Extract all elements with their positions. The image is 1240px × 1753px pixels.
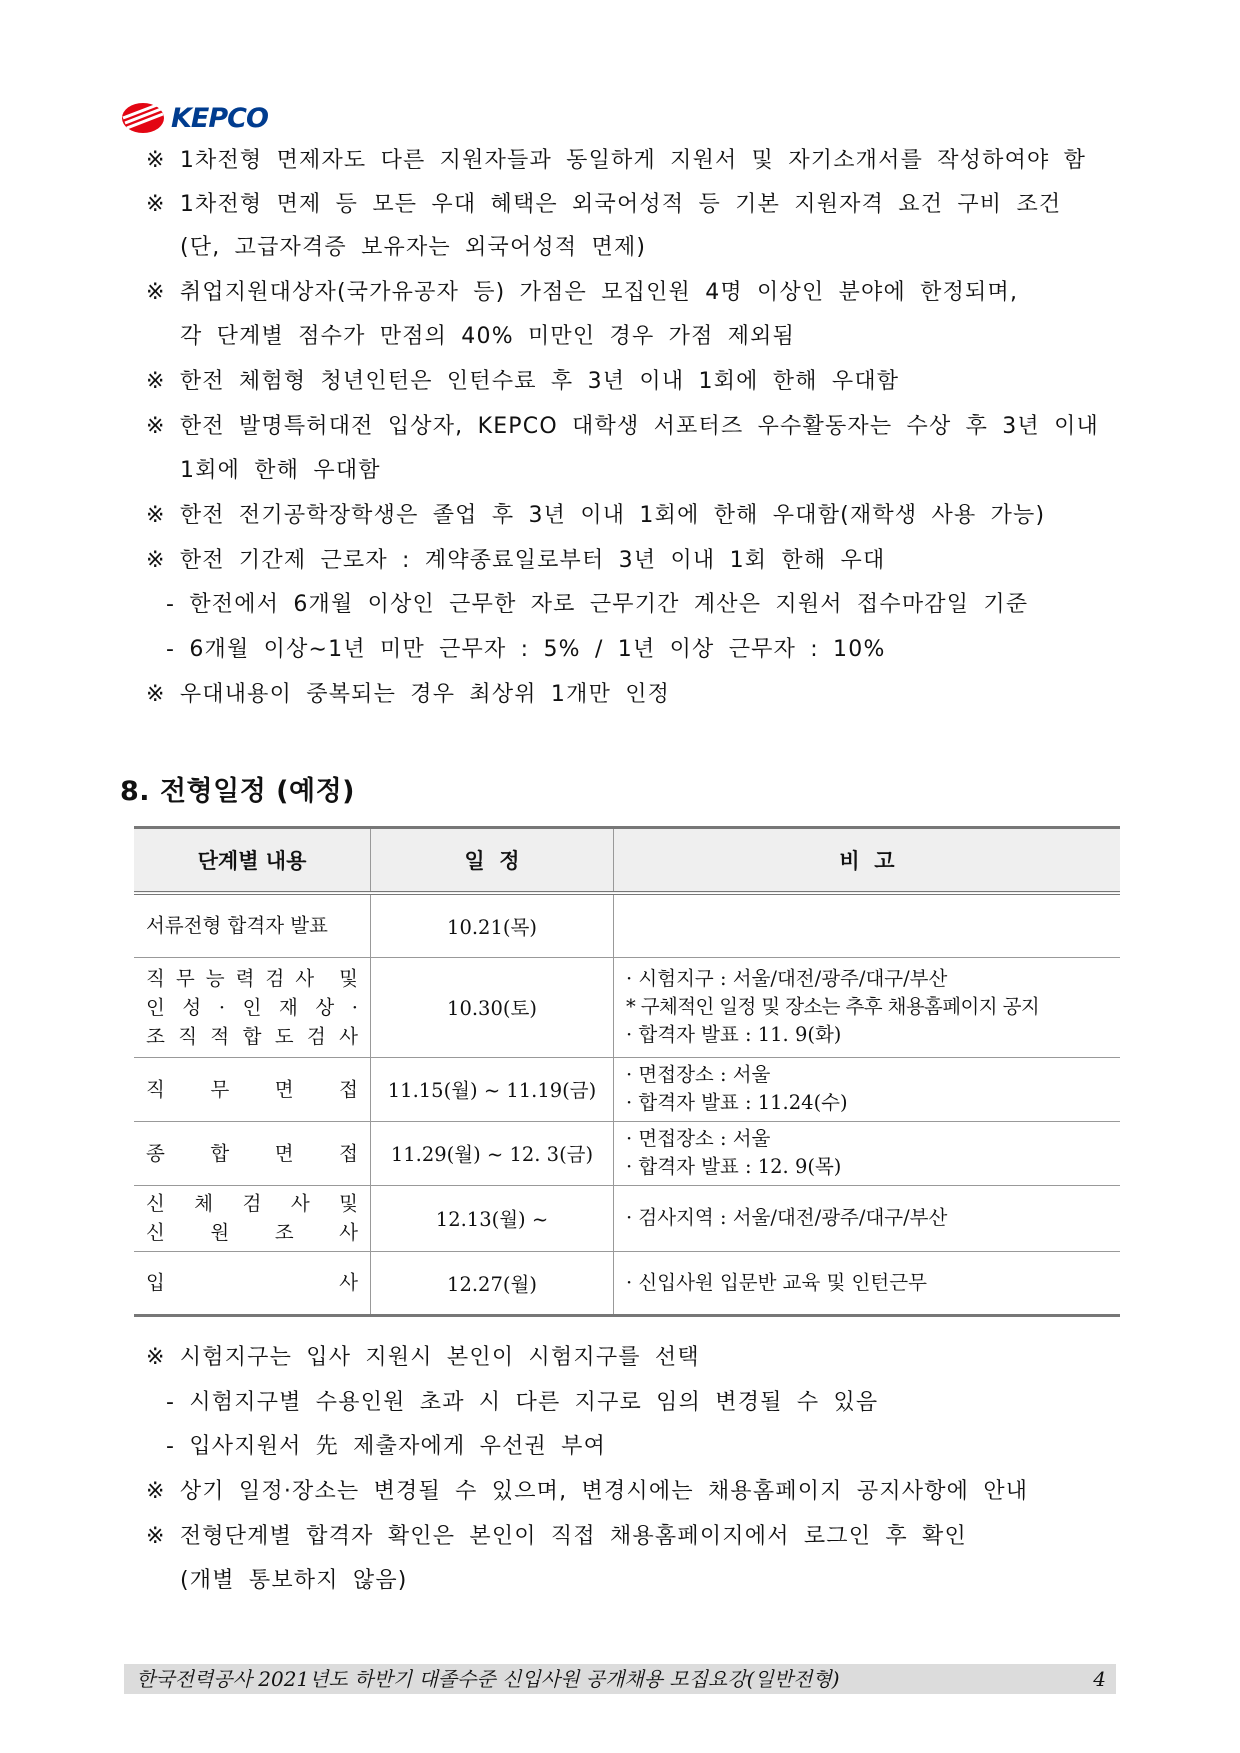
note-cell	[614, 893, 1121, 957]
stage-cell	[134, 957, 371, 1057]
note-line: 1회에 한해 우대함	[180, 458, 381, 483]
stage-text: 인 성 · 인 재 상 ·	[146, 995, 358, 1019]
note-line: - 입사지원서 先 제출자에게 우선권 부여	[166, 1434, 607, 1459]
table-row	[134, 1121, 1120, 1185]
note-cell	[614, 957, 1121, 1057]
stage-text: 신 원 조 사	[146, 1221, 358, 1244]
note-text: * 구체적인 일정 및 장소는 추후 채용홈페이지 공지	[626, 995, 1040, 1018]
note-line: ※ 취업지원대상자(국가유공자 등) 가점은 모집인원 4명 이상인 분야에 한정되며,	[146, 280, 1019, 305]
footer-text: 한국전력공사 2021년도 하반기 대졸수준 신입사원 공개채용 모집요강(일반전형)	[136, 1667, 840, 1691]
kepco-emblem-icon	[121, 101, 167, 135]
stage-cell	[134, 1057, 371, 1121]
note-line: ※ 전형단계별 합격자 확인은 본인이 직접 채용홈페이지에서 로그인 후 확인	[146, 1524, 967, 1549]
table-row	[134, 957, 1120, 1057]
note-line: - 6개월 이상∼1년 미만 근무자 : 5% / 1년 이상 근무자 : 10%	[166, 637, 886, 662]
note-line: ※ 한전 기간제 근로자 : 계약종료일로부터 3년 이내 1회 한해 우대	[146, 548, 886, 573]
table-row	[134, 1185, 1120, 1251]
stage-cell	[134, 1121, 371, 1185]
note-line: ※ 1차전형 면제자도 다른 지원자들과 동일하게 지원서 및 자기소개서를 작성하여야 함	[146, 148, 1087, 173]
note-line: ※ 한전 발명특허대전 입상자, KEPCO 대학생 서포터즈 우수활동자는 수상 후 3년 이내	[146, 414, 1099, 439]
logo-text: KEPCO	[171, 102, 268, 134]
stage-text: 직 무 능 력 검 사 및	[146, 966, 358, 990]
note-text: · 합격자 발표 : 12. 9(목)	[626, 1155, 842, 1178]
schedule-table	[134, 826, 1120, 1317]
table-header-row	[134, 828, 1120, 894]
note-text: · 면접장소 : 서울	[626, 1063, 771, 1086]
note-cell	[614, 1121, 1121, 1185]
kepco-logo	[121, 101, 268, 135]
table-row	[134, 1251, 1120, 1315]
date-cell: 10.30(토)	[371, 957, 614, 1057]
date-cell: 12.13(월) ~	[371, 1185, 614, 1251]
note-text: · 검사지역 : 서울/대전/광주/대구/부산	[626, 1206, 948, 1229]
date-cell: 11.15(월) ~ 11.19(금)	[371, 1057, 614, 1121]
stage-text: 종 합 면 접	[146, 1141, 358, 1165]
stage-cell	[134, 1185, 371, 1251]
section-title: 8. 전형일정 (예정)	[120, 776, 356, 807]
stage-text: 조 직 적 합 도 검 사	[146, 1024, 358, 1048]
note-line: 각 단계별 점수가 만점의 40% 미만인 경우 가점 제외됨	[180, 324, 796, 349]
note-text: · 면접장소 : 서울	[626, 1127, 771, 1150]
note-line: ※ 상기 일정·장소는 변경될 수 있으며, 변경시에는 채용홈페이지 공지사항에 안내	[146, 1479, 1029, 1504]
stage-text: 입 사	[146, 1271, 358, 1294]
stage-text: 신 체 검 사 및	[146, 1192, 358, 1215]
date-cell: 10.21(목)	[371, 893, 614, 957]
stage-text: 직 무 면 접	[146, 1077, 358, 1101]
header-date: 일 정	[371, 828, 614, 894]
note-cell	[614, 1185, 1121, 1251]
stage-cell	[134, 893, 371, 957]
page-number: 4	[1093, 1667, 1106, 1691]
stage-text: 서류전형 합격자 발표	[146, 914, 328, 938]
note-line: ※ 한전 전기공학장학생은 졸업 후 3년 이내 1회에 한해 우대함(재학생 사용 가능)	[146, 503, 1046, 528]
note-text: · 합격자 발표 : 11. 9(화)	[626, 1023, 842, 1046]
table-row	[134, 893, 1120, 957]
date-cell: 12.27(월)	[371, 1251, 614, 1315]
note-text: · 시험지구 : 서울/대전/광주/대구/부산	[626, 967, 948, 990]
note-cell	[614, 1251, 1121, 1315]
note-line: ※ 한전 체험형 청년인턴은 인턴수료 후 3년 이내 1회에 한해 우대함	[146, 369, 900, 394]
page-footer	[124, 1664, 1116, 1694]
table-row	[134, 1057, 1120, 1121]
header-stage: 단계별 내용	[134, 828, 371, 894]
note-text: · 합격자 발표 : 11.24(수)	[626, 1091, 848, 1114]
note-line: - 한전에서 6개월 이상인 근무한 자로 근무기간 계산은 지원서 접수마감일 기준	[166, 592, 1029, 617]
note-line: - 시험지구별 수용인원 초과 시 다른 지구로 임의 변경될 수 있음	[166, 1390, 879, 1415]
note-line: (단, 고급자격증 보유자는 외국어성적 면제)	[180, 235, 647, 260]
note-line: (개별 통보하지 않음)	[180, 1568, 408, 1593]
stage-cell	[134, 1251, 371, 1315]
note-cell	[614, 1057, 1121, 1121]
note-line: ※ 1차전형 면제 등 모든 우대 혜택은 외국어성적 등 기본 지원자격 요건 구비 조건	[146, 192, 1062, 217]
date-cell: 11.29(월) ~ 12. 3(금)	[371, 1121, 614, 1185]
note-line: ※ 우대내용이 중복되는 경우 최상위 1개만 인정	[146, 682, 671, 707]
note-text: · 신입사원 입문반 교육 및 인턴근무	[626, 1270, 927, 1294]
header-notes: 비 고	[614, 828, 1121, 894]
note-line: ※ 시험지구는 입사 지원시 본인이 시험지구를 선택	[146, 1345, 700, 1370]
